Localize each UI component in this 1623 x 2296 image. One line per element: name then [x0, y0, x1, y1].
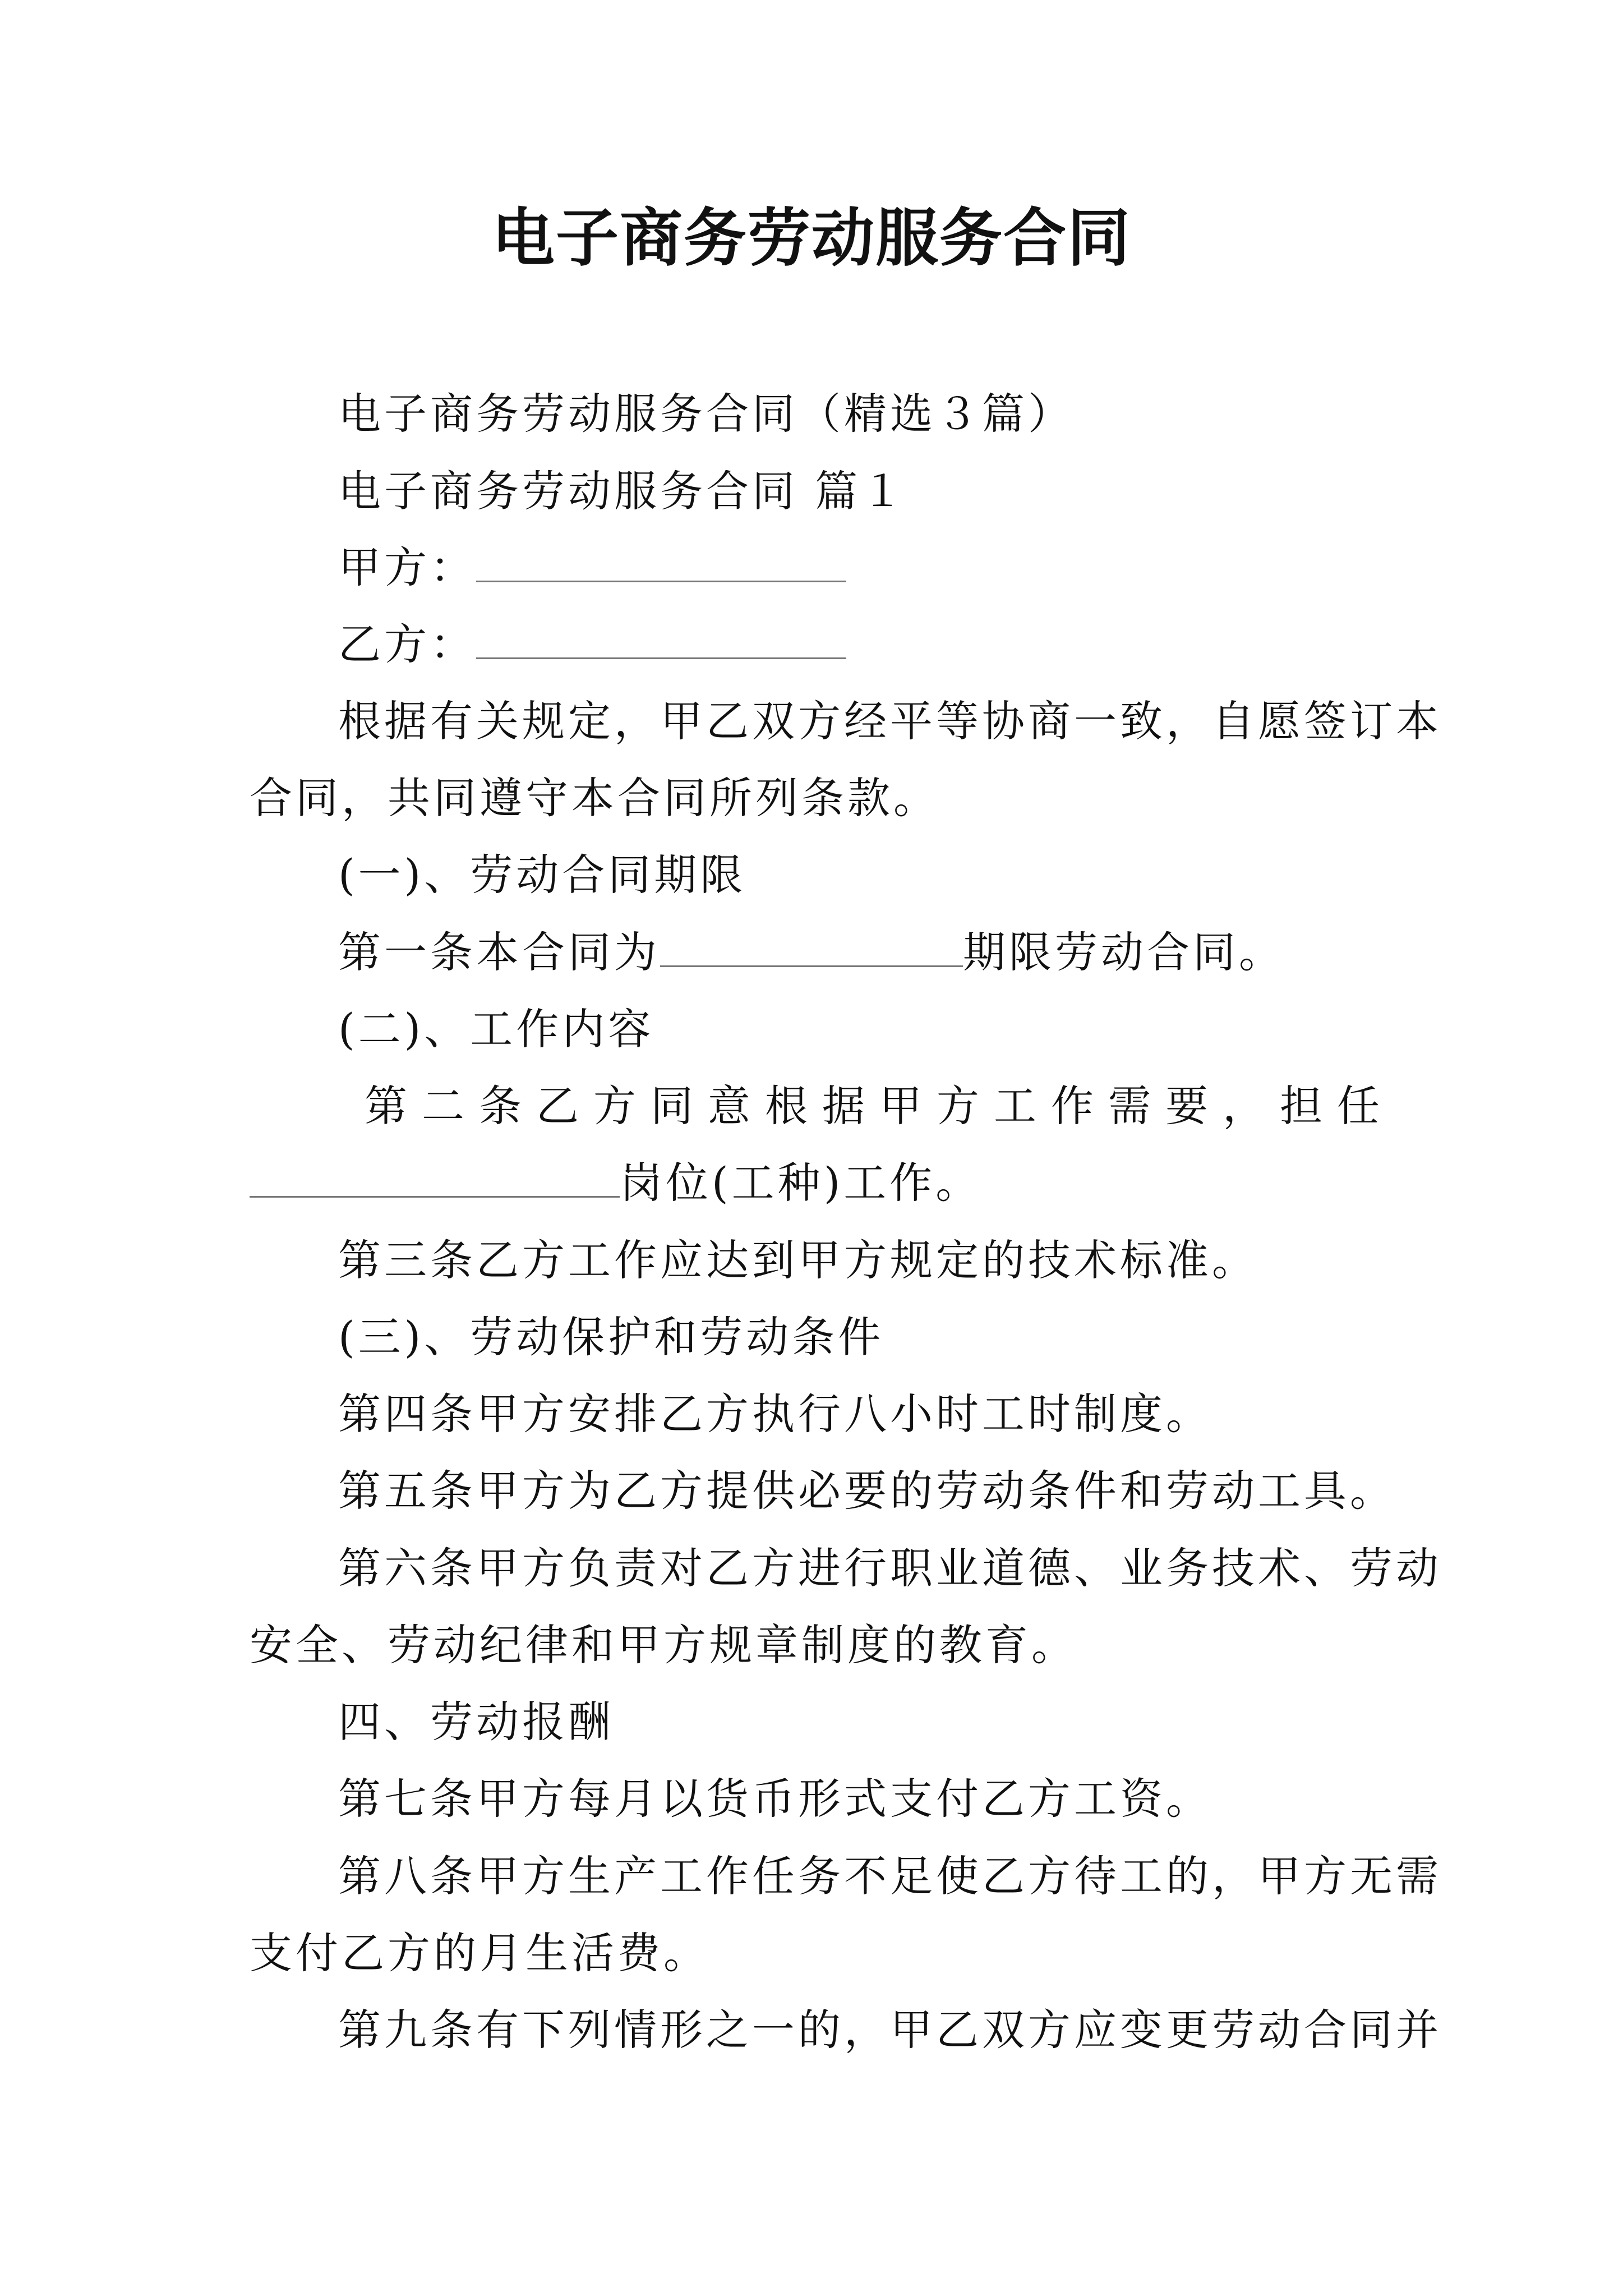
party-a-blank [476, 541, 846, 582]
heading-labor-protection: (三)、劳动保护和劳动条件 [338, 1312, 884, 1362]
contract-term-blank [660, 926, 963, 967]
article-1-text-post: 期限劳动合同。 [963, 927, 1285, 977]
article-7: 第七条甲方每月以货币形式支付乙方工资。 [338, 1774, 1212, 1824]
article-6-line1: 第六条甲方负责对乙方进行职业道德、业务技术、劳动 [338, 1543, 1442, 1593]
article-2-char: 乙 [536, 1081, 579, 1131]
article-2-line1 [365, 1078, 1380, 1134]
article-2-text-post: 岗位(工种)工作。 [620, 1158, 982, 1208]
article-6-line2: 安全、劳动纪律和甲方规章制度的教育。 [250, 1620, 1077, 1670]
heading-remuneration: 四、劳动报酬 [338, 1697, 614, 1747]
party-a-label: 甲方： [338, 542, 476, 592]
heading-contract-term: (一)、劳动合同期限 [338, 850, 746, 900]
article-2-char: 根 [765, 1081, 808, 1131]
article-2-char: 要 [1165, 1081, 1208, 1131]
party-b-row [338, 616, 846, 673]
subtitle-selection: 电子商务劳动服务合同（精选３篇） [338, 389, 1074, 439]
article-2-char: 意 [708, 1081, 750, 1131]
article-1 [338, 924, 1285, 981]
paragraph-intro-line1: 根据有关规定，甲乙双方经平等协商一致，自愿签订本 [338, 696, 1442, 746]
article-2-char: 第 [365, 1081, 407, 1131]
article-2-char: 同 [651, 1081, 693, 1131]
article-2-char: 需 [1108, 1081, 1151, 1131]
article-2-char: 方 [937, 1081, 979, 1131]
article-2-char: ， [1223, 1081, 1265, 1131]
article-2-char: 条 [479, 1081, 522, 1131]
article-1-text-pre: 第一条本合同为 [338, 927, 660, 977]
section-heading-part1: 电子商务劳动服务合同 篇１ [338, 466, 907, 516]
article-2-char: 工 [994, 1081, 1036, 1131]
article-5: 第五条甲方为乙方提供必要的劳动条件和劳动工具。 [338, 1466, 1396, 1516]
party-b-blank [476, 618, 846, 659]
heading-work-content: (二)、工作内容 [338, 1004, 654, 1054]
article-2-char: 二 [422, 1081, 464, 1131]
article-2-char: 担 [1280, 1081, 1322, 1131]
article-2-char: 任 [1337, 1081, 1380, 1131]
article-8-line2: 支付乙方的月生活费。 [250, 1928, 709, 1978]
paragraph-intro-line2: 合同，共同遵守本合同所列条款。 [250, 773, 939, 823]
article-2-char: 据 [822, 1081, 865, 1131]
article-8-line1: 第八条甲方生产工作任务不足使乙方待工的，甲方无需 [338, 1851, 1442, 1901]
article-2-char: 作 [1051, 1081, 1094, 1131]
article-9-line1: 第九条有下列情形之一的，甲乙双方应变更劳动合同并 [338, 2005, 1442, 2055]
article-4: 第四条甲方安排乙方执行八小时工时制度。 [338, 1389, 1212, 1439]
article-2-char: 方 [593, 1081, 636, 1131]
article-2-char: 甲 [879, 1081, 922, 1131]
article-2-line2 [250, 1155, 981, 1211]
article-3: 第三条乙方工作应达到甲方规定的技术标准。 [338, 1235, 1258, 1285]
party-a-row [338, 540, 846, 596]
document-title: 电子商务劳动服务合同 [492, 202, 1131, 275]
position-blank [250, 1157, 620, 1198]
party-b-label: 乙方： [338, 619, 476, 669]
